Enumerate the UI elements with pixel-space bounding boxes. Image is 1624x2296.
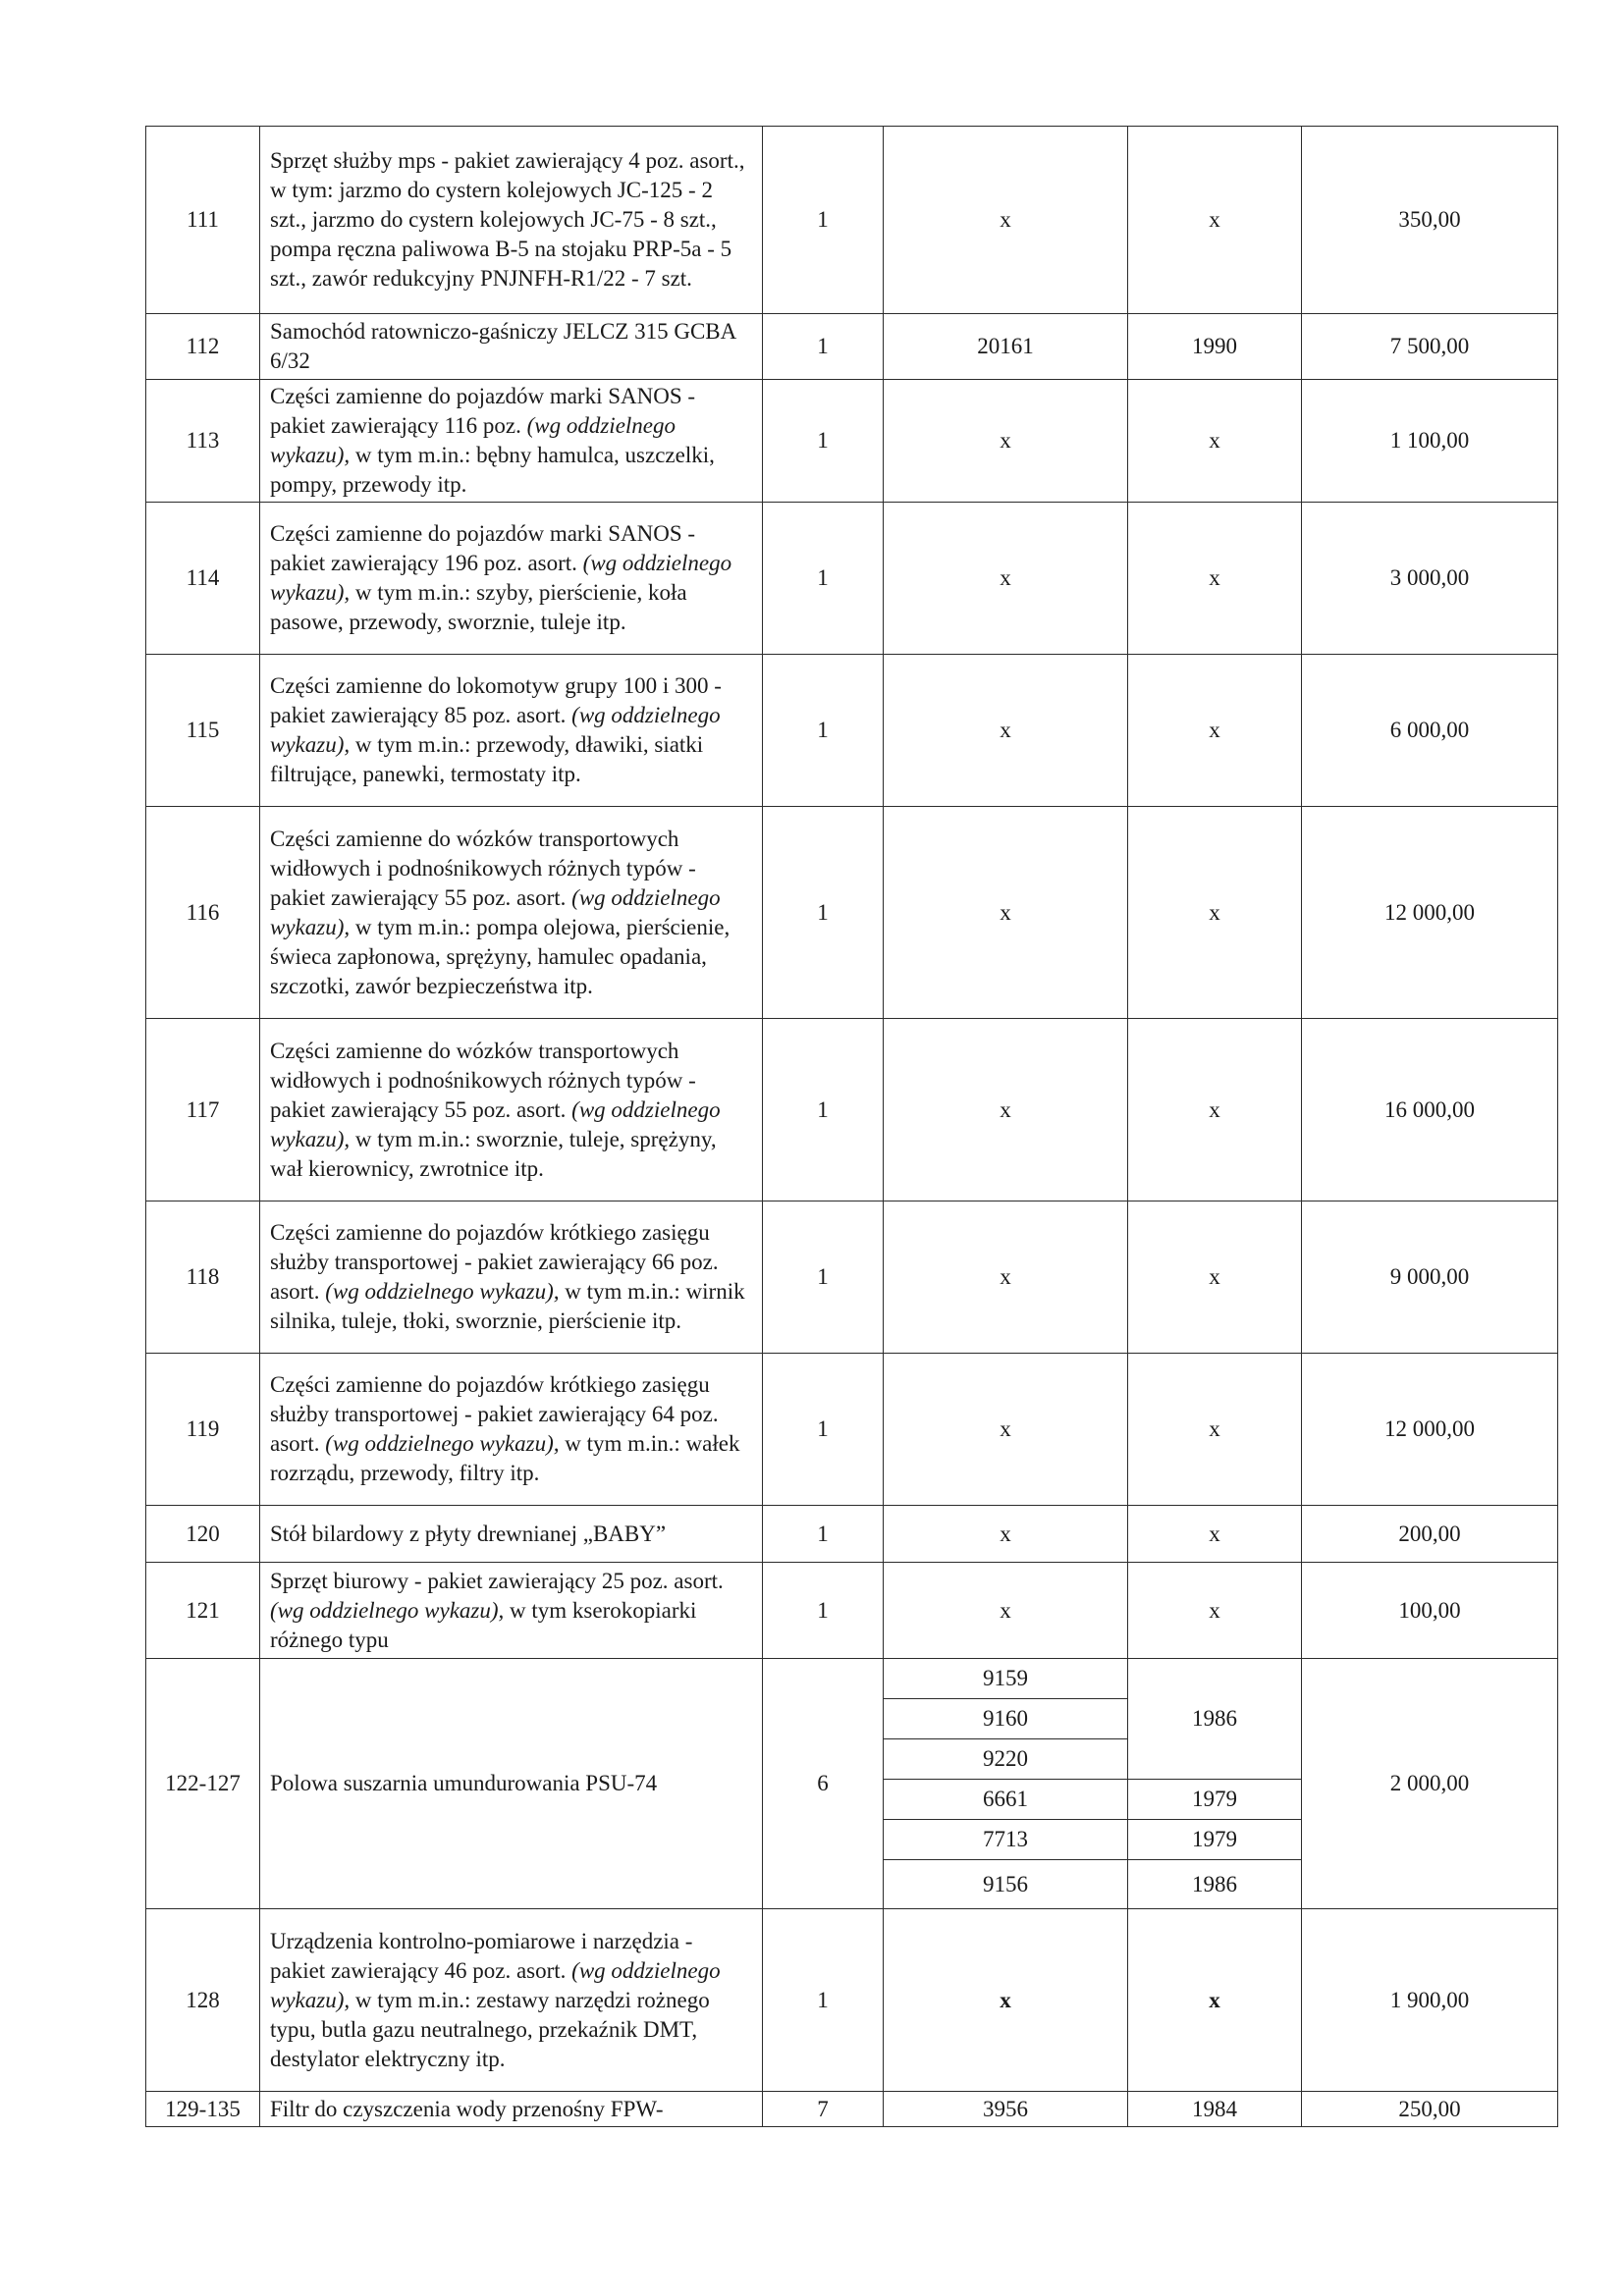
table-row: [146, 2092, 1558, 2127]
item-value: 350,00: [1302, 127, 1558, 314]
production-year: x: [1128, 1201, 1302, 1354]
quantity: 1: [763, 1201, 884, 1354]
quantity: 1: [763, 1909, 884, 2092]
item-value: 200,00: [1302, 1506, 1558, 1563]
quantity: 7: [763, 2092, 884, 2127]
item-description: Sprzęt biurowy - pakiet zawierający 25 poz. asort. (wg oddzielnego wykazu), w tym kserokopiarki różnego typu: [260, 1563, 763, 1659]
item-description: Części zamienne do pojazdów marki SANOS - pakiet zawierający 196 poz. asort. (wg oddzielnego wykazu), w tym m.in.: szyby, pierścienie, koła pasowe, przewody, sworznie, tuleje itp.: [260, 503, 763, 655]
item-value: 12 000,00: [1302, 807, 1558, 1019]
production-year: x: [1128, 1354, 1302, 1506]
item-description: Stół bilardowy z płyty drewnianej „BABY”: [260, 1506, 763, 1563]
table-row: [146, 1354, 1558, 1506]
item-value: 16 000,00: [1302, 1019, 1558, 1201]
row-number: 128: [146, 1909, 260, 2092]
production-year: x: [1128, 503, 1302, 655]
item-value: 2 000,00: [1302, 1659, 1558, 1909]
row-number: 116: [146, 807, 260, 1019]
production-year: x: [1128, 1909, 1302, 2092]
table-row: [146, 380, 1558, 503]
production-year: 1990: [1128, 314, 1302, 380]
table-row: [146, 127, 1558, 314]
item-value: 3 000,00: [1302, 503, 1558, 655]
factory-number: x: [884, 1354, 1128, 1506]
quantity: 1: [763, 503, 884, 655]
table-row: [146, 807, 1558, 1019]
factory-number: x: [884, 1019, 1128, 1201]
production-year: x: [1128, 655, 1302, 807]
factory-number: x: [884, 503, 1128, 655]
table-row: [146, 503, 1558, 655]
factory-number: 9220: [884, 1739, 1128, 1780]
item-value: 6 000,00: [1302, 655, 1558, 807]
row-number: 112: [146, 314, 260, 380]
item-value: 100,00: [1302, 1563, 1558, 1659]
table-row: [146, 1659, 1558, 1699]
item-description: Polowa suszarnia umundurowania PSU-74: [260, 1659, 763, 1909]
item-description: Sprzęt służby mps - pakiet zawierający 4 poz. asort., w tym: jarzmo do cystern kolejowych JC-125 - 2 szt., jarzmo do cystern kolejowych JC-75 - 8 szt., pompa ręczna paliwowa B-5 na stojaku PRP-5a - 5 szt., zawór redukcyjny PNJNFH-R1/22 - 7 szt.: [260, 127, 763, 314]
factory-number: 9156: [884, 1860, 1128, 1909]
quantity: 1: [763, 655, 884, 807]
production-year: x: [1128, 1019, 1302, 1201]
factory-number: x: [884, 655, 1128, 807]
item-value: 250,00: [1302, 2092, 1558, 2127]
quantity: 6: [763, 1659, 884, 1909]
factory-number: x: [884, 380, 1128, 503]
inventory-table: [145, 126, 1558, 2127]
item-value: 9 000,00: [1302, 1201, 1558, 1354]
quantity: 1: [763, 127, 884, 314]
item-description: Części zamienne do wózków transportowych widłowych i podnośnikowych różnych typów - pakiet zawierający 55 poz. asort. (wg oddzielnego wykazu), w tym m.in.: sworznie, tuleje, sprężyny, wał kierownicy, zwrotnice itp.: [260, 1019, 763, 1201]
factory-number: 6661: [884, 1780, 1128, 1820]
production-year: x: [1128, 380, 1302, 503]
item-value: 7 500,00: [1302, 314, 1558, 380]
production-year: 1986: [1128, 1860, 1302, 1909]
table-row: [146, 1019, 1558, 1201]
quantity: 1: [763, 1506, 884, 1563]
item-description: Części zamienne do lokomotyw grupy 100 i 300 - pakiet zawierający 85 poz. asort. (wg oddzielnego wykazu), w tym m.in.: przewody, dławiki, siatki filtrujące, panewki, termostaty itp.: [260, 655, 763, 807]
item-description: Części zamienne do wózków transportowych widłowych i podnośnikowych różnych typów - pakiet zawierający 55 poz. asort. (wg oddzielnego wykazu), w tym m.in.: pompa olejowa, pierścienie, świeca zapłonowa, sprężyny, hamulec opadania, szczotki, zawór bezpieczeństwa itp.: [260, 807, 763, 1019]
table-row: [146, 1506, 1558, 1563]
quantity: 1: [763, 807, 884, 1019]
table-row: [146, 1563, 1558, 1659]
production-year: 1979: [1128, 1820, 1302, 1860]
table-row: [146, 314, 1558, 380]
item-description: Urządzenia kontrolno-pomiarowe i narzędzia - pakiet zawierający 46 poz. asort. (wg oddzielnego wykazu), w tym m.in.: zestawy narzędzi rożnego typu, butla gazu neutralnego, przekaźnik DMT, destylator elektryczny itp.: [260, 1909, 763, 2092]
row-number: 122-127: [146, 1659, 260, 1909]
row-number: 111: [146, 127, 260, 314]
production-year: x: [1128, 127, 1302, 314]
row-number: 121: [146, 1563, 260, 1659]
factory-number: 20161: [884, 314, 1128, 380]
item-value: 12 000,00: [1302, 1354, 1558, 1506]
item-value: 1 900,00: [1302, 1909, 1558, 2092]
table-row: [146, 655, 1558, 807]
item-description: Części zamienne do pojazdów krótkiego zasięgu służby transportowej - pakiet zawierający 66 poz. asort. (wg oddzielnego wykazu), w tym m.in.: wirnik silnika, tuleje, tłoki, sworznie, pierścienie itp.: [260, 1201, 763, 1354]
factory-number: x: [884, 1909, 1128, 2092]
row-number: 117: [146, 1019, 260, 1201]
item-description: Części zamienne do pojazdów krótkiego zasięgu służby transportowej - pakiet zawierający 64 poz. asort. (wg oddzielnego wykazu), w tym m.in.: wałek rozrządu, przewody, filtry itp.: [260, 1354, 763, 1506]
production-year: x: [1128, 1506, 1302, 1563]
quantity: 1: [763, 1354, 884, 1506]
row-number: 113: [146, 380, 260, 503]
production-year: x: [1128, 807, 1302, 1019]
production-year: 1986: [1128, 1659, 1302, 1780]
factory-number: 3956: [884, 2092, 1128, 2127]
item-description: Filtr do czyszczenia wody przenośny FPW-: [260, 2092, 763, 2127]
item-description: Samochód ratowniczo-gaśniczy JELCZ 315 GCBA 6/32: [260, 314, 763, 380]
production-year: 1984: [1128, 2092, 1302, 2127]
row-number: 119: [146, 1354, 260, 1506]
factory-number: x: [884, 127, 1128, 314]
factory-number: 9159: [884, 1659, 1128, 1699]
quantity: 1: [763, 1019, 884, 1201]
row-number: 118: [146, 1201, 260, 1354]
item-value: 1 100,00: [1302, 380, 1558, 503]
production-year: 1979: [1128, 1780, 1302, 1820]
factory-number: x: [884, 1201, 1128, 1354]
factory-number: x: [884, 807, 1128, 1019]
production-year: x: [1128, 1563, 1302, 1659]
row-number: 120: [146, 1506, 260, 1563]
row-number: 129-135: [146, 2092, 260, 2127]
row-number: 115: [146, 655, 260, 807]
row-number: 114: [146, 503, 260, 655]
quantity: 1: [763, 380, 884, 503]
quantity: 1: [763, 314, 884, 380]
table-row: [146, 1201, 1558, 1354]
factory-number: x: [884, 1563, 1128, 1659]
table-row: [146, 1909, 1558, 2092]
factory-number: 7713: [884, 1820, 1128, 1860]
factory-number: 9160: [884, 1699, 1128, 1739]
quantity: 1: [763, 1563, 884, 1659]
item-description: Części zamienne do pojazdów marki SANOS - pakiet zawierający 116 poz. (wg oddzielnego wykazu), w tym m.in.: bębny hamulca, uszczelki, pompy, przewody itp.: [260, 380, 763, 503]
factory-number: x: [884, 1506, 1128, 1563]
